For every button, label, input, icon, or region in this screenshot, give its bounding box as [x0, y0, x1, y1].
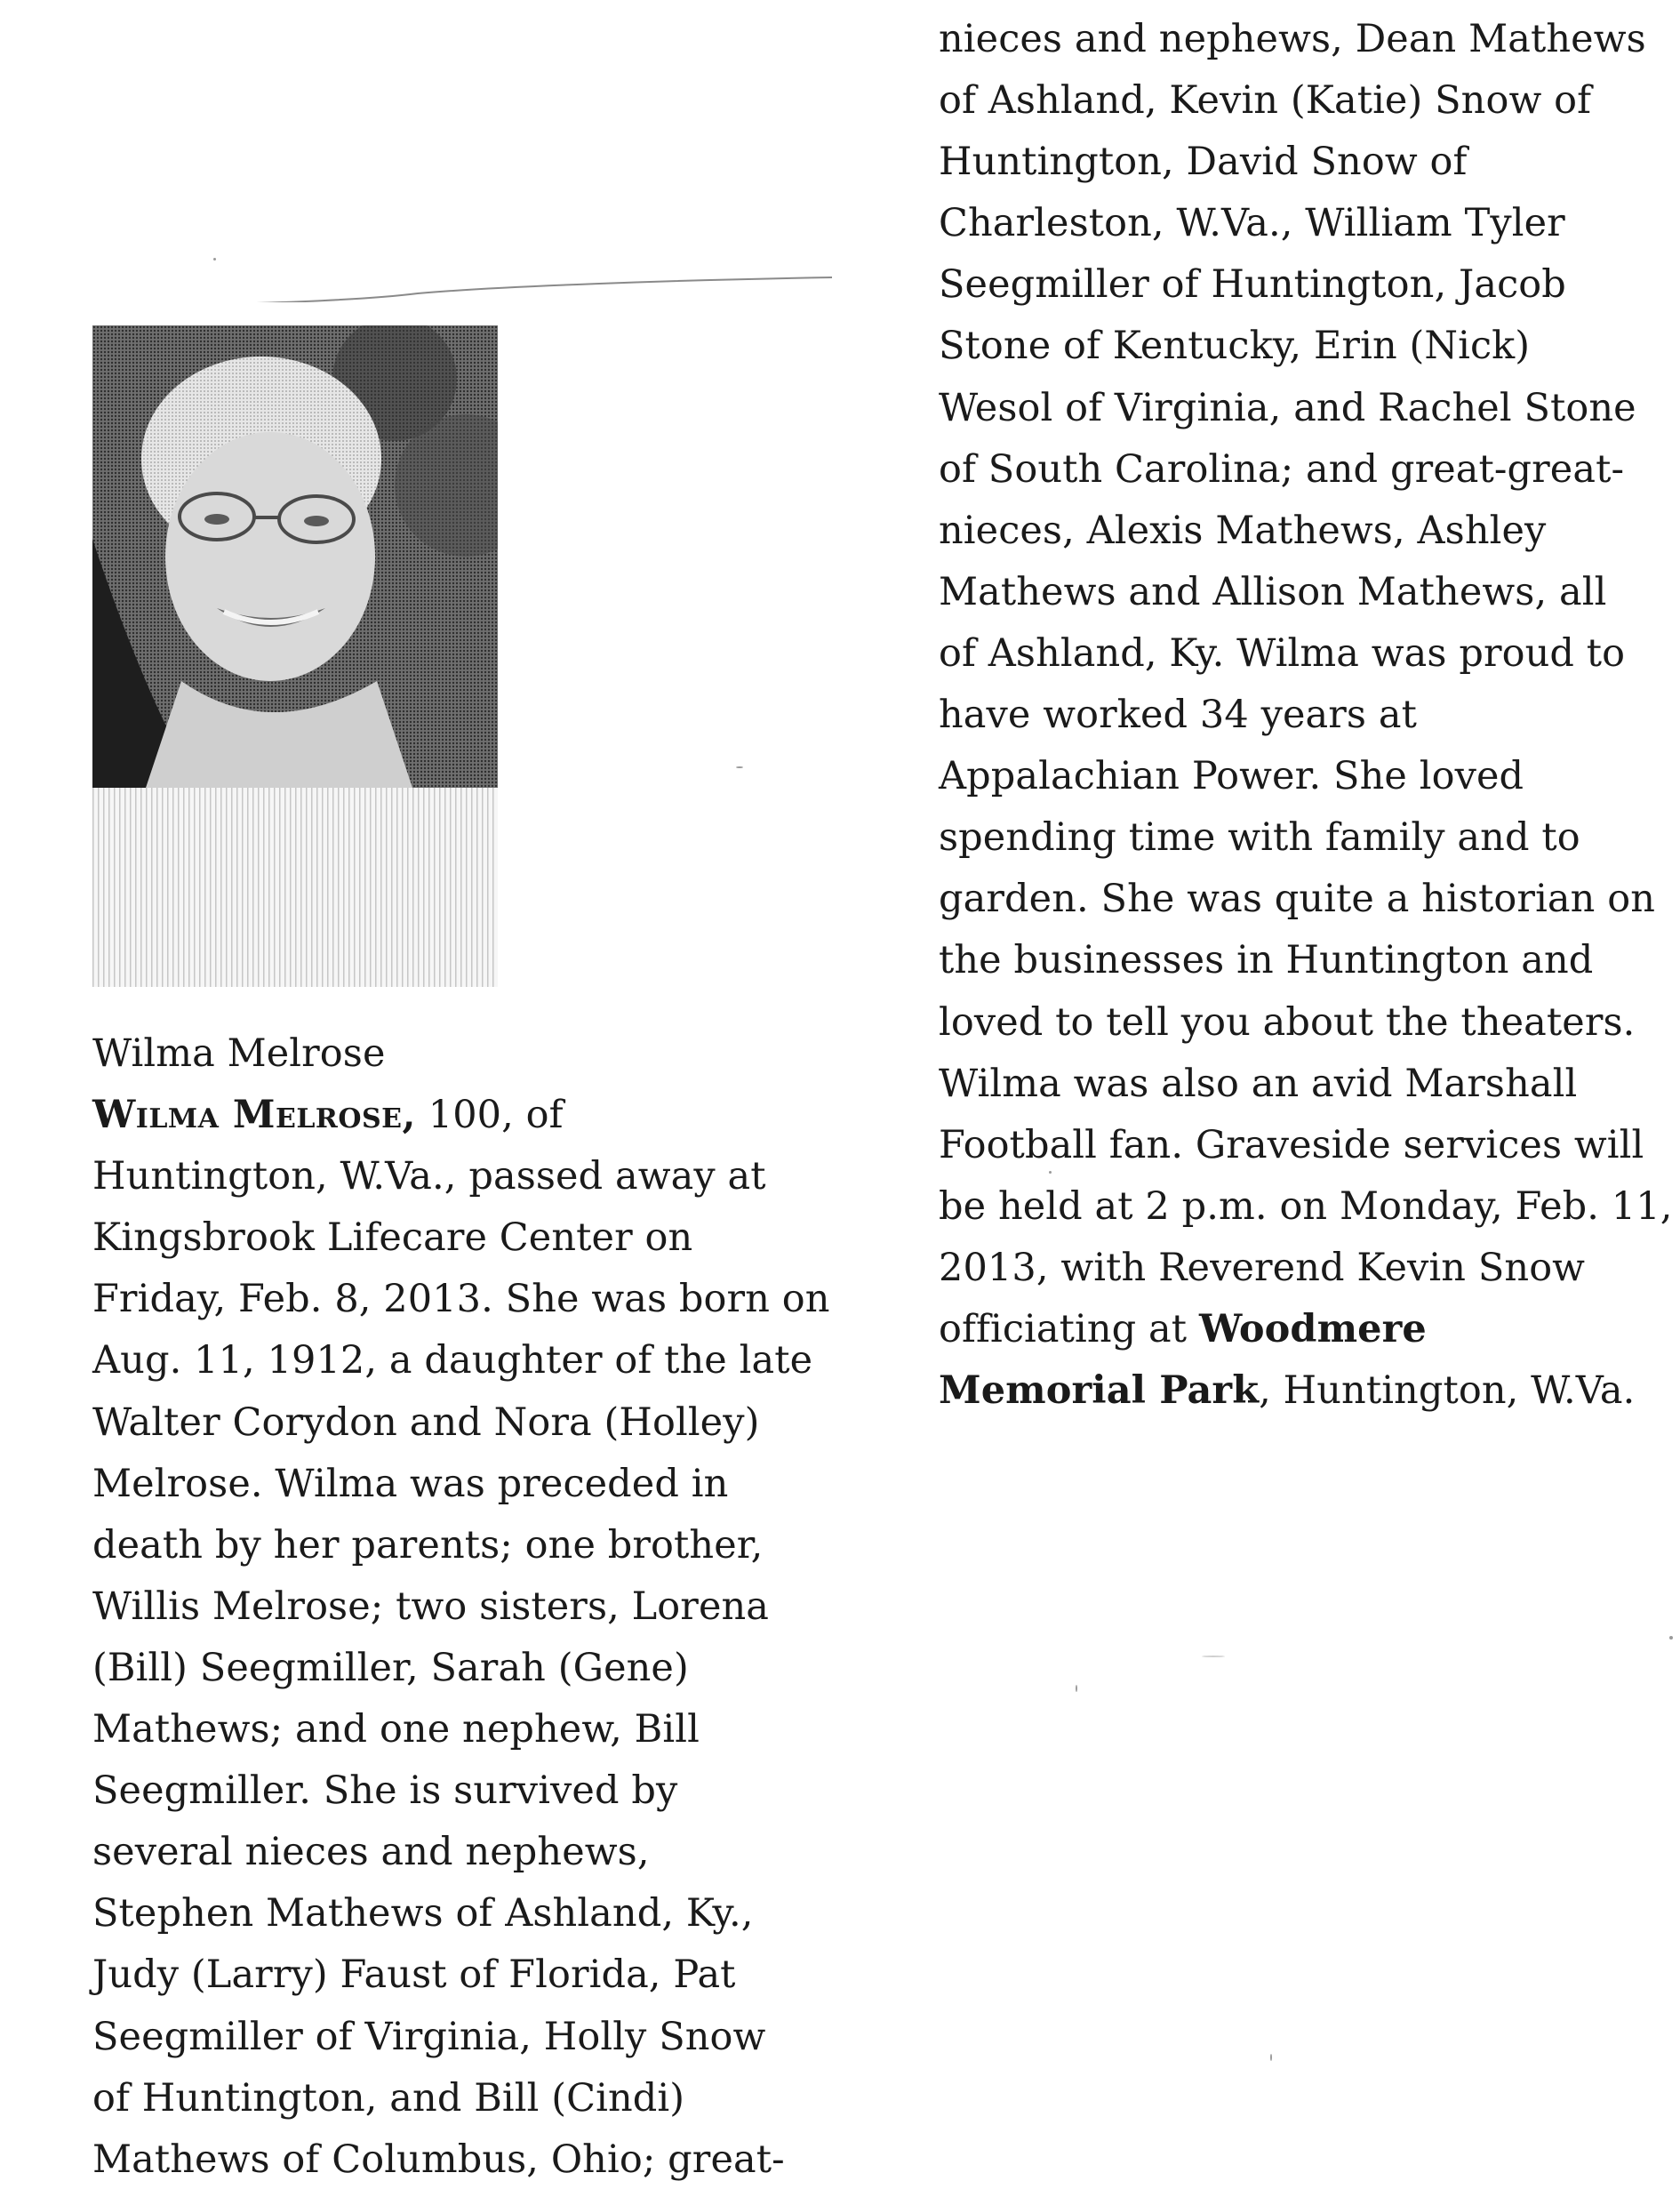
left-line: (Bill) Seegmiller, Sarah (Gene) [92, 1645, 689, 1690]
left-line: Mathews; and one nephew, Bill [92, 1707, 700, 1752]
right-line: Football fan. Graveside services will [939, 1122, 1644, 1167]
right-line: Wesol of Virginia, and Rachel Stone [939, 385, 1636, 430]
closing-suffix: , Huntington, W.Va. [1259, 1368, 1636, 1414]
obituary-opening-line [92, 1085, 830, 1146]
right-closing-line-2 [939, 1360, 1676, 1422]
left-line: Huntington, W.Va., passed away at [92, 1154, 766, 1199]
scan-speck [1049, 1171, 1052, 1174]
left-line: Seegmiller. She is survived by [92, 1768, 678, 1814]
right-line: Mathews and Allison Mathews, all [939, 569, 1607, 614]
obituary-heading: Wilma Melrose [92, 1031, 386, 1076]
left-line: Judy (Larry) Faust of Florida, Pat [92, 1952, 736, 1998]
left-line: 100, of [416, 1093, 564, 1138]
portrait-photo [92, 325, 498, 987]
right-line: be held at 2 p.m. on Monday, Feb. 11, [939, 1183, 1673, 1229]
right-closing-line-1 [939, 1299, 1676, 1360]
left-line: Willis Melrose; two sisters, Lorena [92, 1584, 770, 1629]
right-line: Wilma was also an avid Marshall [939, 1061, 1578, 1106]
left-line: Melrose. Wilma was preceded in [92, 1461, 729, 1506]
scan-speck [1202, 1656, 1225, 1657]
cemetery-name-part-2: Memorial Park [939, 1368, 1260, 1414]
left-line: Stephen Mathews of Ashland, Ky., [92, 1891, 754, 1936]
deceased-name: Wilma Melrose, [92, 1093, 416, 1138]
left-line: Seegmiller of Virginia, Holly Snow [92, 2014, 766, 2059]
right-line: have worked 34 years at [939, 693, 1417, 738]
obituary-left-column [92, 1023, 830, 2191]
right-line: nieces, Alexis Mathews, Ashley [939, 508, 1547, 553]
right-line: Charleston, W.Va., William Tyler [939, 201, 1565, 246]
scan-speck [736, 766, 743, 768]
obituary-right-column [939, 9, 1676, 1422]
right-line: Appalachian Power. She loved [939, 754, 1524, 799]
left-line: Walter Corydon and Nora (Holley) [92, 1399, 760, 1445]
right-line: of Ashland, Kevin (Katie) Snow of [939, 78, 1592, 124]
scan-speck [1076, 1685, 1077, 1692]
scan-speck [213, 258, 216, 261]
left-line: Mathews of Columbus, Ohio; great- [92, 2137, 785, 2182]
left-line: Kingsbrook Lifecare Center on [92, 1215, 693, 1261]
closing-prefix: officiating at [939, 1306, 1199, 1351]
left-line: of Huntington, and Bill (Cindi) [92, 2075, 685, 2121]
scan-speck [1669, 1636, 1673, 1640]
right-line: Stone of Kentucky, Erin (Nick) [939, 324, 1531, 369]
cemetery-name-part-1: Woodmere [1198, 1306, 1427, 1351]
right-line: garden. She was quite a historian on [939, 877, 1656, 922]
right-line: of South Carolina; and great-great- [939, 446, 1625, 492]
left-line: several nieces and nephews, [92, 1830, 650, 1875]
right-line: loved to tell you about the theaters. [939, 999, 1636, 1045]
right-line: Seegmiller of Huntington, Jacob [939, 262, 1566, 308]
left-line: death by her parents; one brother, [92, 1522, 764, 1568]
right-line: the businesses in Huntington and [939, 938, 1594, 983]
left-line: Friday, Feb. 8, 2013. She was born on [92, 1277, 830, 1322]
left-line: Aug. 11, 1912, a daughter of the late [92, 1338, 813, 1383]
right-line: 2013, with Reverend Kevin Snow [939, 1245, 1586, 1290]
right-line: Huntington, David Snow of [939, 140, 1468, 185]
right-line: nieces and nephews, Dean Mathews [939, 17, 1646, 61]
right-line: spending time with family and to [939, 815, 1580, 861]
right-line: of Ashland, Ky. Wilma was proud to [939, 630, 1626, 676]
scan-speck [1270, 2054, 1272, 2061]
clipping-edge-line [0, 267, 836, 302]
